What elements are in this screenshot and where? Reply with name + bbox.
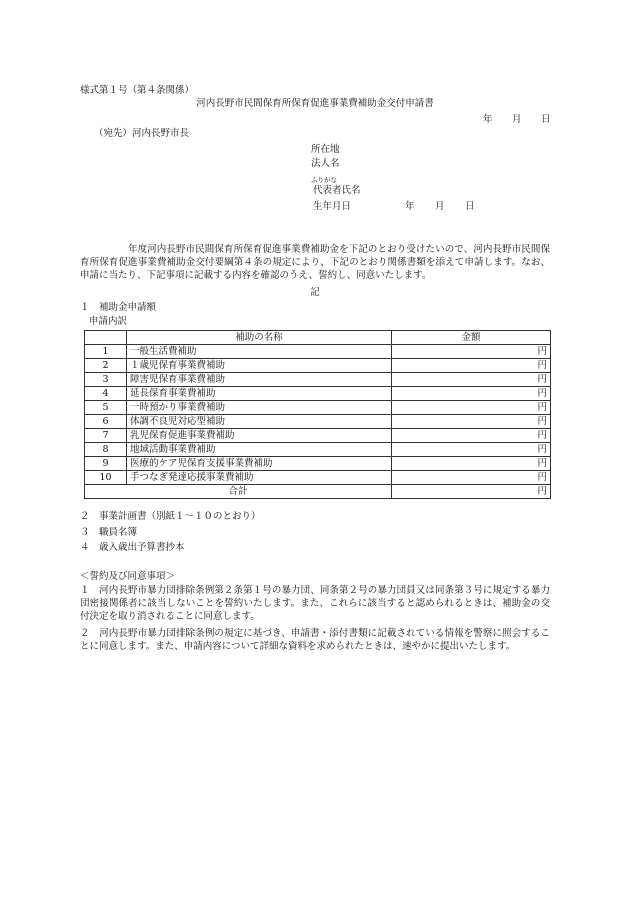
table-row bbox=[85, 429, 551, 443]
row-subsidy-name: 手つなぎ発達応援事業費補助 bbox=[127, 471, 392, 485]
row-number: 4 bbox=[85, 387, 127, 401]
row-number: 1 bbox=[85, 345, 127, 359]
pledge-heading: ＜誓約及び同意事項＞ bbox=[80, 571, 176, 582]
table-row bbox=[85, 345, 551, 359]
birth-day-label: 日 bbox=[465, 201, 475, 212]
total-label: 合計 bbox=[85, 485, 392, 499]
table-row bbox=[85, 359, 551, 373]
row-amount-unit: 円 bbox=[392, 429, 551, 443]
row-number: 7 bbox=[85, 429, 127, 443]
representative-name-label: 代表者氏名 bbox=[313, 185, 361, 196]
row-subsidy-name: １歳児保育事業費補助 bbox=[127, 359, 392, 373]
subsidy-breakdown-table bbox=[84, 330, 551, 499]
birth-month-label: 月 bbox=[435, 201, 445, 212]
attachment-staff-list: ３ 職員名簿 bbox=[80, 527, 138, 538]
row-number: 6 bbox=[85, 415, 127, 429]
row-subsidy-name: 障害児保育事業費補助 bbox=[127, 373, 392, 387]
date-month-label: 月 bbox=[512, 114, 522, 125]
row-amount-unit: 円 bbox=[392, 457, 551, 471]
table-total-row bbox=[85, 485, 551, 499]
row-amount-unit: 円 bbox=[392, 359, 551, 373]
row-number: 10 bbox=[85, 471, 127, 485]
row-amount-unit: 円 bbox=[392, 471, 551, 485]
row-number: 2 bbox=[85, 359, 127, 373]
address-label: 所在地 bbox=[311, 144, 340, 155]
birth-date-label: 生年月日 bbox=[313, 201, 352, 212]
table-header-row bbox=[85, 331, 551, 345]
row-amount-unit: 円 bbox=[392, 401, 551, 415]
row-subsidy-name: 一般生活費補助 bbox=[127, 345, 392, 359]
table-header-name: 補助の名称 bbox=[127, 331, 392, 345]
date-day-label: 日 bbox=[541, 114, 551, 125]
row-number: 3 bbox=[85, 373, 127, 387]
table-row bbox=[85, 471, 551, 485]
corporation-name-label: 法人名 bbox=[311, 158, 340, 169]
table-row bbox=[85, 443, 551, 457]
attachment-budget-excerpt: ４ 歳入歳出予算書抄本 bbox=[80, 542, 185, 553]
table-header-no bbox=[85, 331, 127, 345]
row-amount-unit: 円 bbox=[392, 345, 551, 359]
row-subsidy-name: 体調不良児対応型補助 bbox=[127, 415, 392, 429]
section1-subheading: 申請内訳 bbox=[89, 316, 128, 327]
attachment-business-plan: ２ 事業計画書（別紙１～１０のとおり） bbox=[80, 511, 261, 522]
addressee: （宛先）河内長野市長 bbox=[94, 128, 190, 139]
section1-heading: １ 補助金申請額 bbox=[80, 302, 157, 313]
table-header-amount: 金額 bbox=[392, 331, 551, 345]
row-amount-unit: 円 bbox=[392, 443, 551, 457]
table-row bbox=[85, 457, 551, 471]
date-year-label: 年 bbox=[483, 114, 493, 125]
table-row bbox=[85, 401, 551, 415]
row-subsidy-name: 乳児保育促進事業費補助 bbox=[127, 429, 392, 443]
application-statement: 年度河内長野市民間保育所保育促進事業費補助金を下記のとおり受けたいので、河内長野市民間保育所保育促進事業費補助金交付要綱第４条の規定により、下記のとおり関係書類を添えて申請します。なお、申請に当たり、下記事項に記載する内容を確認のうえ、誓約し、同意いたします。 bbox=[80, 244, 550, 281]
pledge-item-2: ２ 河内長野市暴力団排除条例の規定に基づき、申請書・添付書類に記載されている情報を警察に照会することに同意します。また、申請内容について詳細な資料を求められたときは、速やかに提出いたします。 bbox=[80, 628, 550, 652]
form-id: 様式第１号（第４条関係） bbox=[80, 85, 195, 96]
ki-mark: 記 bbox=[310, 287, 320, 298]
row-subsidy-name: 延長保育事業費補助 bbox=[127, 387, 392, 401]
pledge-item-1: １ 河内長野市暴力団排除条例第２条第１号の暴力団、同条第２号の暴力団員又は同条第３号に規定する暴力団密接関係者に該当しないことを誓約いたします。また、これらに該当すると認められるときは、補助金の交付決定を取り消されることに同意します。 bbox=[80, 585, 550, 622]
birth-year-label: 年 bbox=[405, 201, 415, 212]
row-subsidy-name: 地域活動事業費補助 bbox=[127, 443, 392, 457]
row-subsidy-name: 医療的ケア児保育支援事業費補助 bbox=[127, 457, 392, 471]
table-row bbox=[85, 415, 551, 429]
row-number: 5 bbox=[85, 401, 127, 415]
furigana-label: ふりがな bbox=[311, 176, 337, 184]
table-row bbox=[85, 373, 551, 387]
row-amount-unit: 円 bbox=[392, 387, 551, 401]
form-title: 河内長野市民間保育所保育促進事業費補助金交付申請書 bbox=[196, 98, 434, 109]
row-number: 8 bbox=[85, 443, 127, 457]
row-amount-unit: 円 bbox=[392, 415, 551, 429]
row-subsidy-name: 一時預かり事業費補助 bbox=[127, 401, 392, 415]
table-row bbox=[85, 387, 551, 401]
row-amount-unit: 円 bbox=[392, 373, 551, 387]
total-amount-unit: 円 bbox=[392, 485, 551, 499]
row-number: 9 bbox=[85, 457, 127, 471]
